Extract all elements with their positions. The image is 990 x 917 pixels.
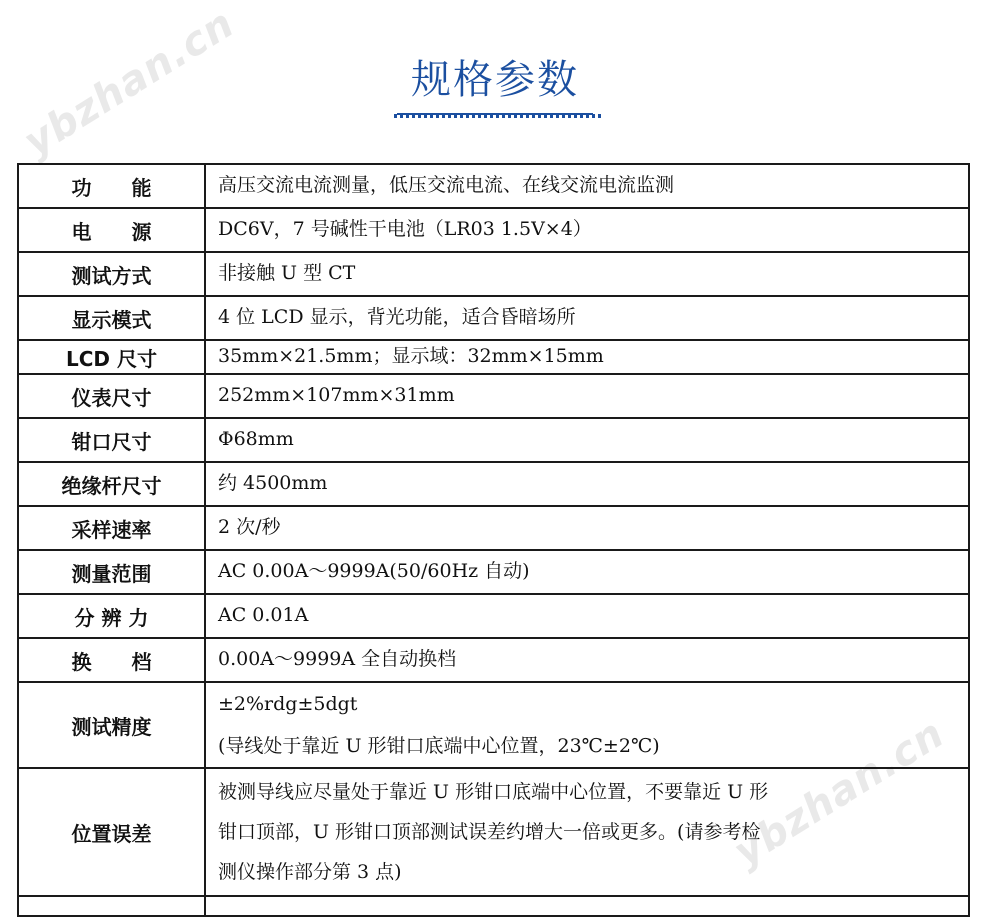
table-row bbox=[18, 638, 969, 682]
row-label: 电 源 bbox=[18, 208, 205, 252]
row-value-empty bbox=[205, 896, 969, 916]
row-label: 采样速率 bbox=[18, 506, 205, 550]
value-line: 被测导线应尽量处于靠近 U 形钳口底端中心位置，不要靠近 U 形 bbox=[218, 781, 769, 803]
row-value: AC 0.00A～9999A(50/60Hz 自动) bbox=[205, 550, 969, 594]
page-title: 规格参数 bbox=[397, 48, 593, 115]
row-label: 分 辨 力 bbox=[18, 594, 205, 638]
table-row bbox=[18, 208, 969, 252]
watermark: ybzhan.cn bbox=[725, 710, 953, 876]
row-label: 显示模式 bbox=[18, 296, 205, 340]
row-value: 252mm×107mm×31mm bbox=[205, 374, 969, 418]
row-value bbox=[205, 682, 969, 768]
row-value: 非接触 U 型 CT bbox=[205, 252, 969, 296]
title-dotted-underline bbox=[394, 114, 604, 118]
table-row bbox=[18, 374, 969, 418]
row-value: 2 次/秒 bbox=[205, 506, 969, 550]
value-line: 钳口顶部，U 形钳口顶部测试误差约增大一倍或更多。(请参考检 bbox=[218, 821, 761, 843]
table-row bbox=[18, 418, 969, 462]
value-line: (导线处于靠近 U 形钳口底端中心位置，23℃±2℃) bbox=[218, 735, 660, 757]
row-label: 绝缘杆尺寸 bbox=[18, 462, 205, 506]
row-value: 高压交流电流测量，低压交流电流、在线交流电流监测 bbox=[205, 164, 969, 208]
table-row bbox=[18, 682, 969, 768]
value-line: ±2%rdg±5dgt bbox=[218, 693, 358, 715]
table-row bbox=[18, 340, 969, 374]
row-value bbox=[205, 768, 969, 896]
row-label: 钳口尺寸 bbox=[18, 418, 205, 462]
row-value: Φ68mm bbox=[205, 418, 969, 462]
row-label: 功 能 bbox=[18, 164, 205, 208]
row-label: 测试方式 bbox=[18, 252, 205, 296]
title-block bbox=[0, 48, 990, 115]
row-label: 位置误差 bbox=[18, 768, 205, 896]
watermark: ybzhan.cn bbox=[15, 0, 243, 166]
spec-table bbox=[17, 163, 970, 917]
row-value: 约 4500mm bbox=[205, 462, 969, 506]
value-line: 测仪操作部分第 3 点) bbox=[218, 861, 402, 883]
row-label-empty bbox=[18, 896, 205, 916]
row-value: 0.00A～9999A 全自动换档 bbox=[205, 638, 969, 682]
table-row bbox=[18, 506, 969, 550]
row-value: 35mm×21.5mm；显示域：32mm×15mm bbox=[205, 340, 969, 374]
row-label: LCD 尺寸 bbox=[18, 340, 205, 374]
table-row bbox=[18, 164, 969, 208]
row-value: 4 位 LCD 显示，背光功能，适合昏暗场所 bbox=[205, 296, 969, 340]
table-row bbox=[18, 896, 969, 916]
table-row bbox=[18, 252, 969, 296]
table-row bbox=[18, 296, 969, 340]
table-row bbox=[18, 594, 969, 638]
row-label: 测量范围 bbox=[18, 550, 205, 594]
table-row bbox=[18, 462, 969, 506]
table-row bbox=[18, 768, 969, 896]
row-value: DC6V，7 号碱性干电池（LR03 1.5V×4） bbox=[205, 208, 969, 252]
row-label: 测试精度 bbox=[18, 682, 205, 768]
row-value: AC 0.01A bbox=[205, 594, 969, 638]
row-label: 仪表尺寸 bbox=[18, 374, 205, 418]
table-row bbox=[18, 550, 969, 594]
row-label: 换 档 bbox=[18, 638, 205, 682]
